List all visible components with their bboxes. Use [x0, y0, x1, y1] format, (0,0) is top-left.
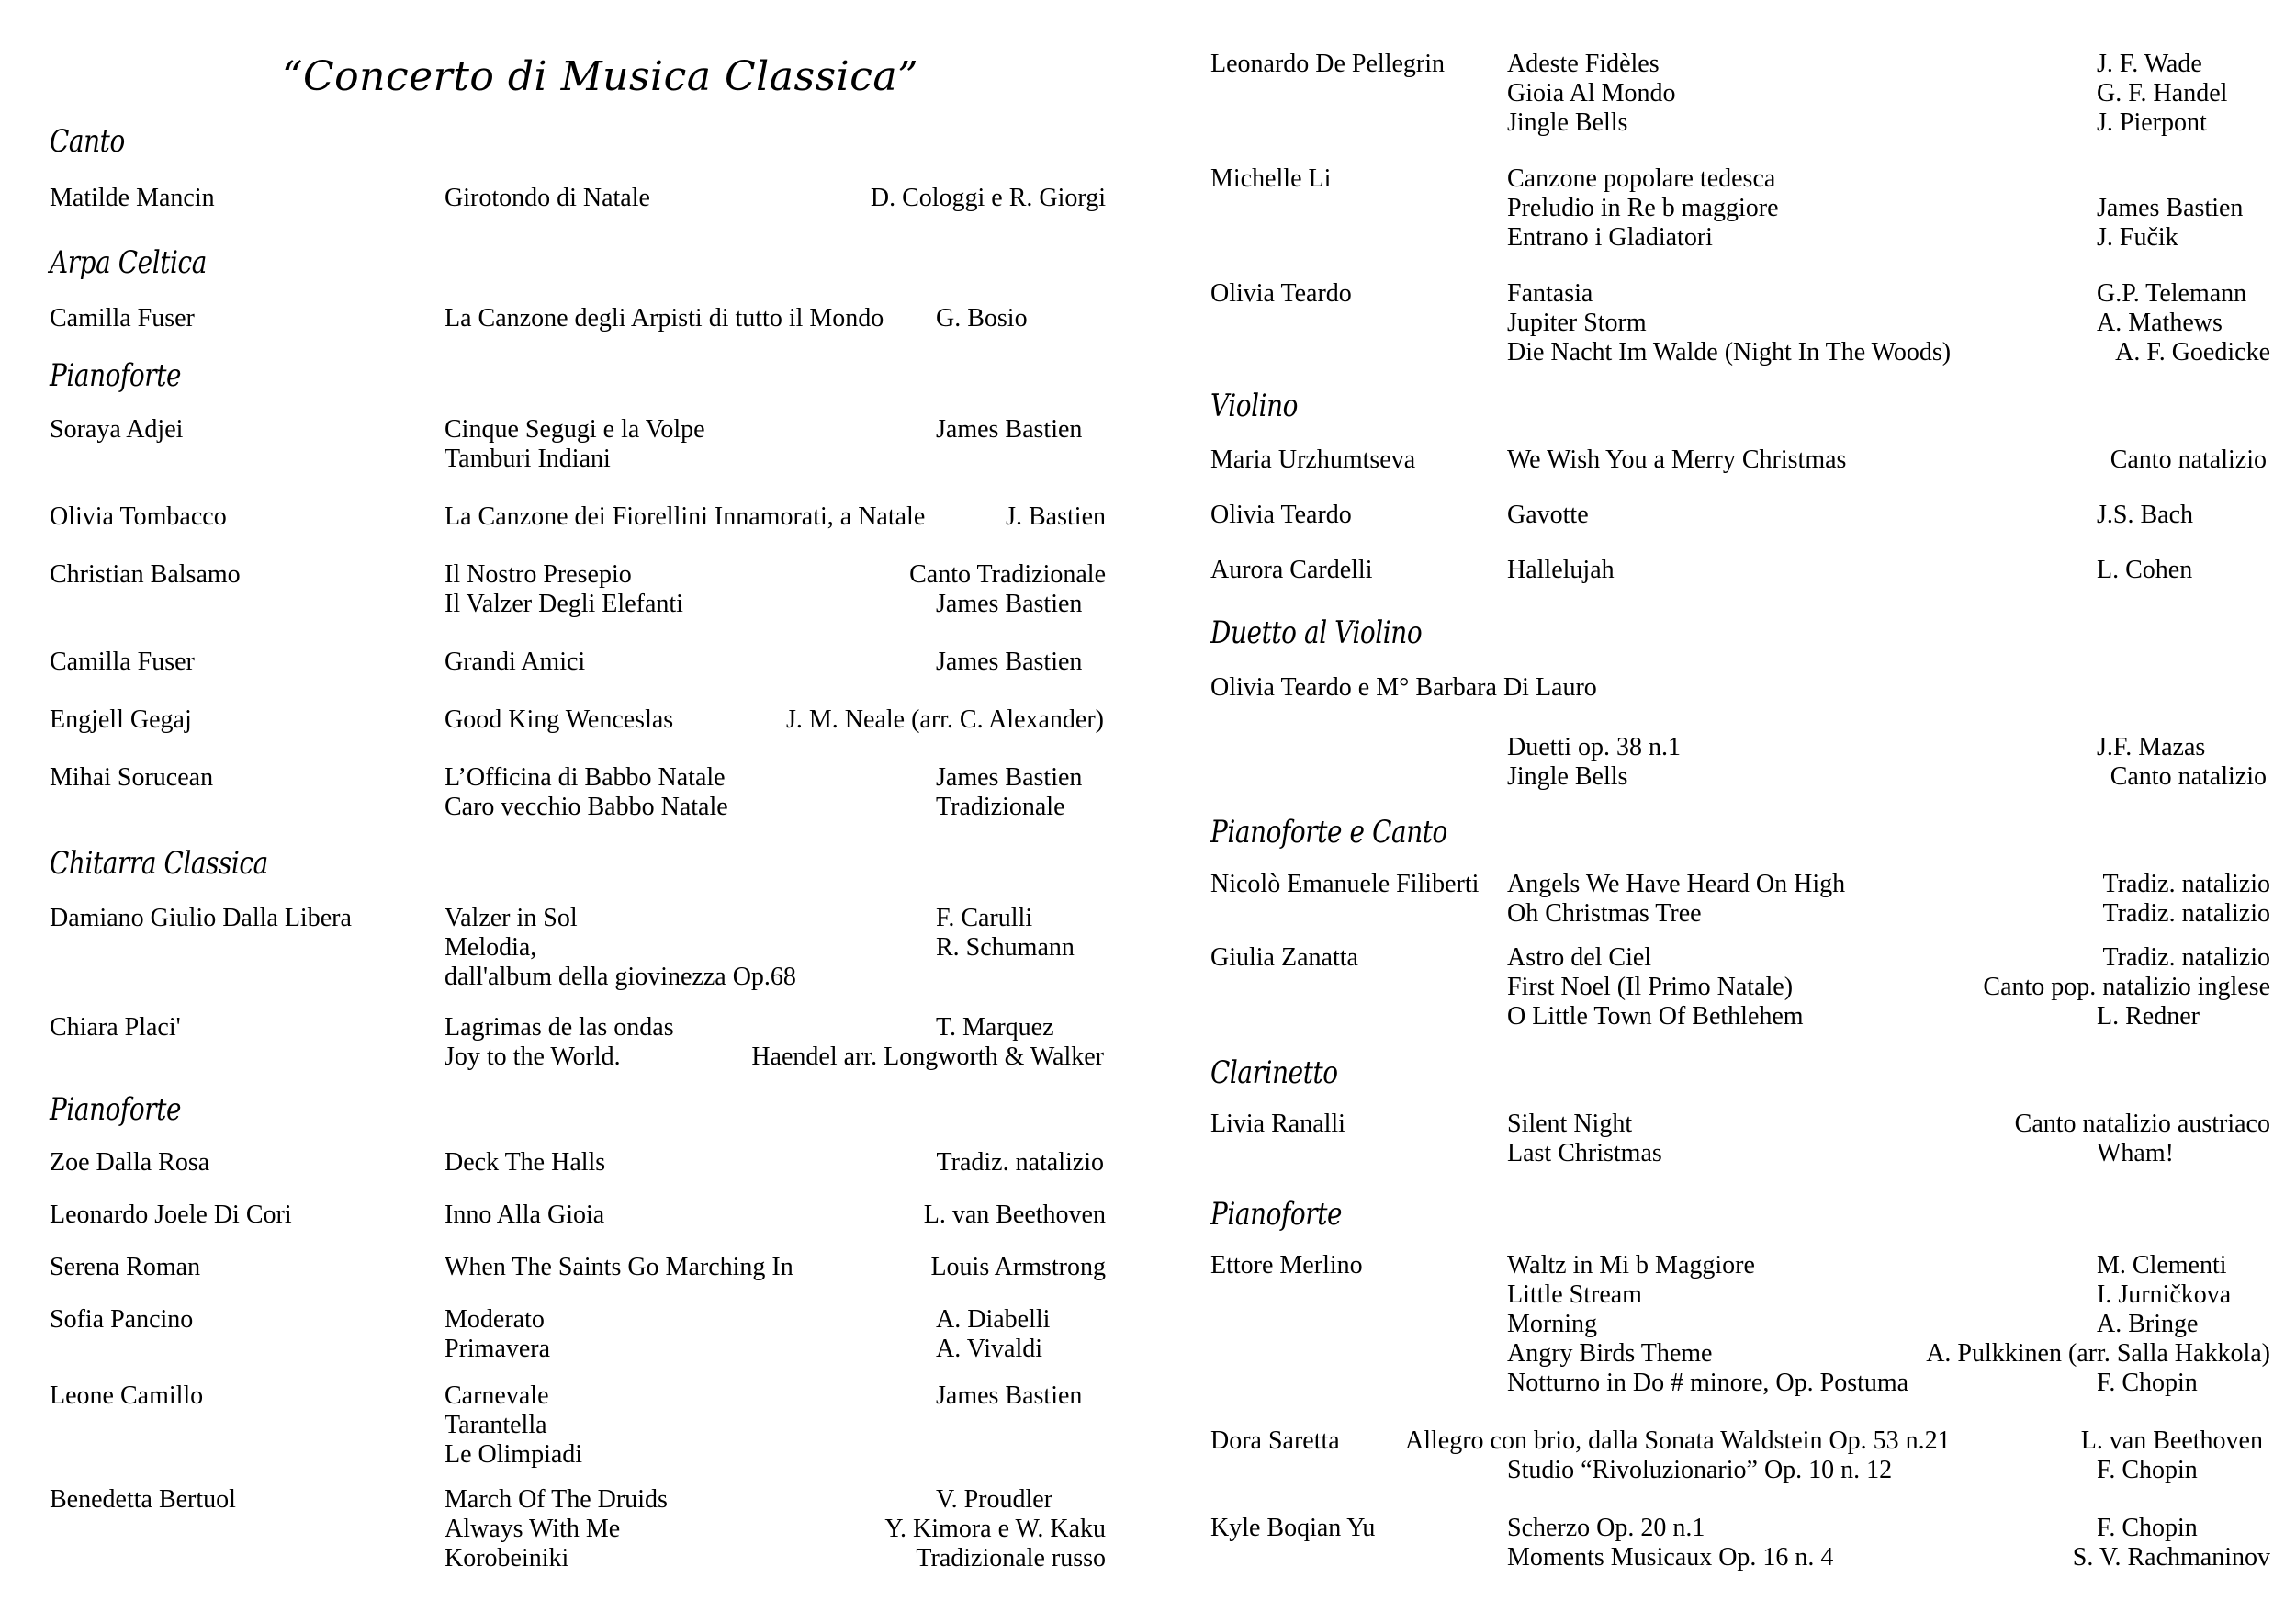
composer: Tradizionale: [936, 793, 1065, 821]
composer: V. Proudler: [936, 1485, 1053, 1514]
piece-title: Preludio in Re b maggiore: [1507, 194, 1779, 222]
composer: James Bastien: [936, 763, 1083, 792]
performer-name: Soraya Adjei: [50, 415, 184, 444]
piece-title: Jingle Bells: [1507, 108, 1628, 137]
composer: A. F. Goedicke: [2115, 338, 2270, 366]
piece-title: Oh Christmas Tree: [1507, 899, 1702, 928]
composer: L. van Beethoven: [2080, 1426, 2263, 1455]
composer: James Bastien: [936, 415, 1083, 444]
piece-title: Fantasia: [1507, 279, 1593, 308]
composer: Tradiz. natalizio: [936, 1148, 1104, 1177]
composer: A. Pulkkinen (arr. Salla Hakkola): [1926, 1339, 2270, 1368]
piece-title: Le Olimpiadi: [445, 1440, 583, 1469]
performer-name: Serena Roman: [50, 1253, 201, 1281]
section-heading-canto: Canto: [50, 123, 125, 160]
piece-title: L’Officina di Babbo Natale: [445, 763, 726, 792]
piece-title: Melodia,: [445, 933, 537, 962]
piece-title: Allegro con brio, dalla Sonata Waldstein Op. 53 n.21: [1405, 1426, 1951, 1455]
composer: F. Carulli: [936, 904, 1033, 932]
composer: J. Pierpont: [2097, 108, 2207, 137]
composer: J. Fučik: [2097, 223, 2178, 252]
piece-title: Cinque Segugi e la Volpe: [445, 415, 705, 444]
performer-name: Kyle Boqian Yu: [1210, 1514, 1376, 1542]
piece-title: Il Valzer Degli Elefanti: [445, 590, 683, 618]
composer: T. Marquez: [936, 1013, 1054, 1042]
composer: Louis Armstrong: [930, 1253, 1106, 1281]
composer: D. Cologgi e R. Giorgi: [870, 184, 1106, 212]
performer-name: Dora Saretta: [1210, 1426, 1340, 1455]
performer-name: Maria Urzhumtseva: [1210, 445, 1416, 474]
piece-title: O Little Town Of Bethlehem: [1507, 1002, 1804, 1031]
performer-name: Leonardo Joele Di Cori: [50, 1200, 292, 1229]
performer-name: Sofia Pancino: [50, 1305, 194, 1334]
piece-title: March Of The Druids: [445, 1485, 668, 1514]
composer: R. Schumann: [936, 933, 1075, 962]
composer: A. Mathews: [2097, 309, 2223, 337]
performer-name: Damiano Giulio Dalla Libera: [50, 904, 352, 932]
composer: Canto natalizio: [2110, 762, 2267, 791]
piece-title: Primavera: [445, 1335, 551, 1363]
performer-name: Leone Camillo: [50, 1381, 204, 1410]
performer-name: Olivia Teardo: [1210, 279, 1352, 308]
composer: Canto natalizio: [2110, 445, 2267, 474]
composer: J. F. Wade: [2097, 50, 2202, 78]
composer: L. van Beethoven: [923, 1200, 1106, 1229]
piece-title: Joy to the World.: [445, 1043, 621, 1071]
composer: Canto Tradizionale: [909, 560, 1106, 589]
section-heading-clarinetto: Clarinetto: [1210, 1054, 1338, 1091]
composer: Haendel arr. Longworth & Walker: [751, 1043, 1104, 1071]
composer: A. Bringe: [2097, 1310, 2199, 1338]
piece-title: Il Nostro Presepio: [445, 560, 632, 589]
piece-title: Inno Alla Gioia: [445, 1200, 605, 1229]
piece-title: Tarantella: [445, 1411, 547, 1439]
composer: Tradiz. natalizio: [2102, 899, 2270, 928]
piece-title: Angry Birds Theme: [1507, 1339, 1713, 1368]
composer: F. Chopin: [2097, 1369, 2198, 1397]
piece-title: Studio “Rivoluzionario” Op. 10 n. 12: [1507, 1456, 1893, 1484]
piece-title: Tamburi Indiani: [445, 445, 611, 473]
piece-title: Girotondo di Natale: [445, 184, 650, 212]
composer: J.S. Bach: [2097, 501, 2193, 529]
section-heading-pianoforte-e-canto: Pianoforte e Canto: [1210, 814, 1447, 851]
piece-title: Gioia Al Mondo: [1507, 79, 1676, 107]
composer: Canto natalizio austriaco: [2014, 1110, 2270, 1138]
composer: James Bastien: [936, 590, 1083, 618]
piece-title: Moments Musicaux Op. 16 n. 4: [1507, 1543, 1834, 1572]
performer-name: Olivia Tombacco: [50, 502, 227, 531]
composer: L. Redner: [2097, 1002, 2200, 1031]
piece-title: Lagrimas de las ondas: [445, 1013, 674, 1042]
piece-title: Carnevale: [445, 1381, 549, 1410]
composer: F. Chopin: [2097, 1456, 2198, 1484]
piece-title: Duetti op. 38 n.1: [1507, 733, 1681, 761]
composer: A. Vivaldi: [936, 1335, 1043, 1363]
performer-name: Nicolò Emanuele Filiberti: [1210, 870, 1480, 898]
piece-title: La Canzone degli Arpisti di tutto il Mondo: [445, 304, 884, 332]
concert-title: “Concerto di Musica Classica”: [282, 53, 919, 100]
performer-name: Olivia Teardo e M° Barbara Di Lauro: [1210, 673, 1597, 702]
performer-name: Camilla Fuser: [50, 648, 195, 676]
piece-title: Moderato: [445, 1305, 545, 1334]
composer: Tradizionale russo: [916, 1544, 1106, 1572]
piece-title: Korobeiniki: [445, 1544, 569, 1572]
piece-title: Notturno in Do # minore, Op. Postuma: [1507, 1369, 1909, 1397]
performer-name: Olivia Teardo: [1210, 501, 1352, 529]
piece-title: Canzone popolare tedesca: [1507, 164, 1776, 193]
piece-title: Die Nacht Im Walde (Night In The Woods): [1507, 338, 1952, 366]
performer-name: Aurora Cardelli: [1210, 556, 1373, 584]
performer-name: Engjell Gegaj: [50, 705, 192, 734]
piece-title: Angels We Have Heard On High: [1507, 870, 1846, 898]
piece-title: Valzer in Sol: [445, 904, 578, 932]
composer: J. Bastien: [1006, 502, 1106, 531]
performer-name: Ettore Merlino: [1210, 1251, 1363, 1279]
performer-name: Christian Balsamo: [50, 560, 241, 589]
performer-name: Michelle Li: [1210, 164, 1332, 193]
piece-title: Always With Me: [445, 1515, 621, 1543]
piece-title: Deck The Halls: [445, 1148, 606, 1177]
composer: Tradiz. natalizio: [2102, 870, 2270, 898]
performer-name: Giulia Zanatta: [1210, 943, 1358, 972]
piece-title: Good King Wenceslas: [445, 705, 674, 734]
performer-name: Camilla Fuser: [50, 304, 195, 332]
piece-title: Morning: [1507, 1310, 1597, 1338]
composer: J. M. Neale (arr. C. Alexander): [786, 705, 1104, 734]
composer: J.F. Mazas: [2097, 733, 2206, 761]
piece-title: Silent Night: [1507, 1110, 1633, 1138]
performer-name: Zoe Dalla Rosa: [50, 1148, 210, 1177]
composer: M. Clementi: [2097, 1251, 2227, 1279]
composer: G.P. Telemann: [2097, 279, 2247, 308]
piece-title: Grandi Amici: [445, 648, 586, 676]
piece-title: Scherzo Op. 20 n.1: [1507, 1514, 1705, 1542]
section-heading-violino: Violino: [1210, 388, 1299, 424]
section-heading-chitarra-classica: Chitarra Classica: [50, 845, 268, 882]
piece-title: Astro del Ciel: [1507, 943, 1652, 972]
piece-title: Gavotte: [1507, 501, 1589, 529]
composer: S. V. Rachmaninov: [2072, 1543, 2270, 1572]
section-heading-pianoforte: Pianoforte: [1210, 1196, 1343, 1233]
composer: G. Bosio: [936, 304, 1028, 332]
performer-name: Matilde Mancin: [50, 184, 215, 212]
section-heading-pianoforte: Pianoforte: [50, 1091, 182, 1128]
composer: G. F. Handel: [2097, 79, 2228, 107]
section-heading-arpa-celtica: Arpa Celtica: [50, 244, 207, 281]
piece-title: Waltz in Mi b Maggiore: [1507, 1251, 1755, 1279]
piece-title: Last Christmas: [1507, 1139, 1662, 1167]
composer: Canto pop. natalizio inglese: [1983, 973, 2270, 1001]
performer-name: Chiara Placi': [50, 1013, 181, 1042]
composer: L. Cohen: [2097, 556, 2193, 584]
piece-title: When The Saints Go Marching In: [445, 1253, 793, 1281]
composer: A. Diabelli: [936, 1305, 1051, 1334]
section-heading-pianoforte: Pianoforte: [50, 357, 182, 394]
piece-title: Jupiter Storm: [1507, 309, 1647, 337]
piece-title: Little Stream: [1507, 1280, 1642, 1309]
composer: James Bastien: [2097, 194, 2244, 222]
piece-title: We Wish You a Merry Christmas: [1507, 445, 1847, 474]
piece-title: Hallelujah: [1507, 556, 1615, 584]
composer: Y. Kimora e W. Kaku: [884, 1515, 1106, 1543]
composer: James Bastien: [936, 1381, 1083, 1410]
composer: Tradiz. natalizio: [2102, 943, 2270, 972]
piece-title: La Canzone dei Fiorellini Innamorati, a Natale: [445, 502, 926, 531]
performer-name: Leonardo De Pellegrin: [1210, 50, 1446, 78]
composer: James Bastien: [936, 648, 1083, 676]
performer-name: Mihai Sorucean: [50, 763, 214, 792]
piece-title: Adeste Fidèles: [1507, 50, 1660, 78]
piece-title: First Noel (Il Primo Natale): [1507, 973, 1794, 1001]
composer: I. Jurničkova: [2097, 1280, 2232, 1309]
performer-name: Livia Ranalli: [1210, 1110, 1345, 1138]
composer: Wham!: [2097, 1139, 2174, 1167]
performer-name: Benedetta Bertuol: [50, 1485, 236, 1514]
piece-title: Jingle Bells: [1507, 762, 1628, 791]
composer: F. Chopin: [2097, 1514, 2198, 1542]
piece-title: dall'album della giovinezza Op.68: [445, 963, 796, 991]
section-heading-duetto-al-violino: Duetto al Violino: [1210, 614, 1423, 651]
piece-title: Caro vecchio Babbo Natale: [445, 793, 728, 821]
piece-title: Entrano i Gladiatori: [1507, 223, 1713, 252]
